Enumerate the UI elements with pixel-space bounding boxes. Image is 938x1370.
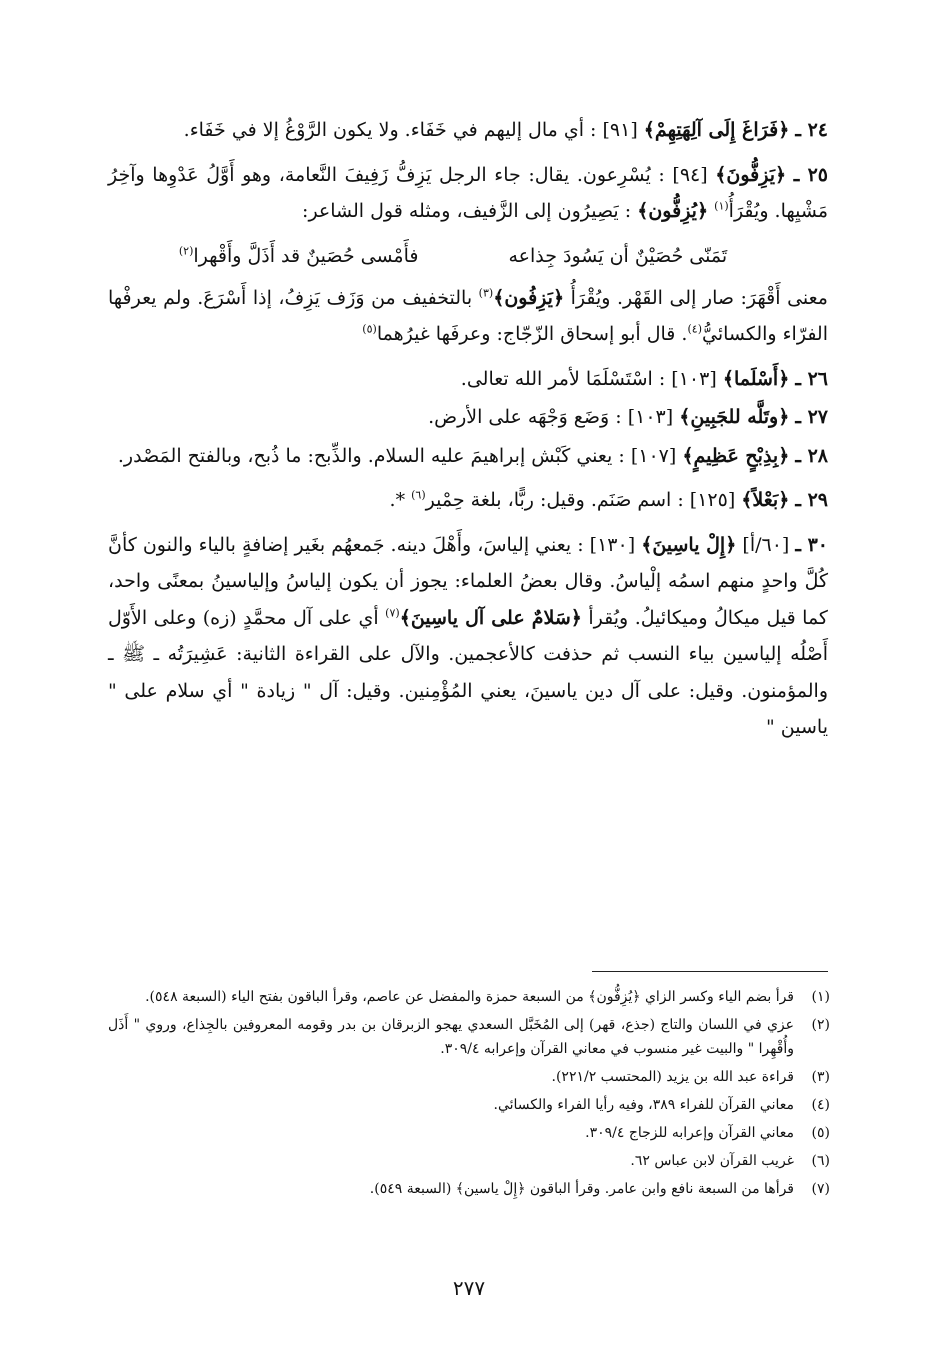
footnote-text: معاني القرآن للفراء ٣٨٩، وفيه رأيا الفراء والكسائي. <box>493 1097 794 1113</box>
verse-second-hemistich: فأَمْسى حُصَينٌ قد أَذَلَّ وأَقْهرا <box>193 244 419 267</box>
verse-reference: [١٠٧] <box>630 444 677 467</box>
entry-25-continued <box>108 280 828 353</box>
entry-29 <box>108 482 828 519</box>
quran-phrase: ﴿إِلْ ياسِينَ﴾ <box>641 533 737 556</box>
verse-reference: [٩١] <box>602 119 638 141</box>
footnote-marker[interactable]: (٢) <box>178 244 194 258</box>
entry-text: : اسم صَنَم. وقيل: ربًّا، بلغة حِمْير <box>425 489 684 511</box>
entry-number: ٢٦ ـ <box>795 367 828 390</box>
entry-number: ٢٥ ـ <box>793 163 828 186</box>
entry-tail: *. <box>389 489 412 511</box>
entry-number: ٣٠ ـ <box>795 533 828 556</box>
footnote-marker[interactable]: (١) <box>714 199 729 213</box>
footnote-number: (٧) <box>811 1181 830 1197</box>
verse-reference: [١٣٠] <box>589 533 636 556</box>
entry-text-continued: أي على آل محمَّدٍ (زه) وعلى الأَوّل أَصْلُه إلياسين بياء النسب ثم حذفت كالأعجمين. والآل على القراءة الثانية: عَشِيرَتُه ـ ﷺ ـ والمؤمنون. وقيل: على آل دين ياسينَ، يعني المُؤْمِنين. وقيل: آل " زيادة " أي سلام على " ياسين " <box>108 606 828 738</box>
entry-number: ٢٧ ـ <box>795 406 828 428</box>
footnote-number: (٤) <box>811 1097 830 1113</box>
footnote-number: (١) <box>811 989 830 1005</box>
footnote-number: (٢) <box>811 1017 830 1033</box>
entry-text-final: . قال أبو إسحاق الزّجّاج: وعرفَها غيرُهما <box>376 323 688 345</box>
quran-phrase: ﴿يَزِفُّونَ﴾ <box>715 163 787 186</box>
footnote-marker[interactable]: (٥) <box>362 322 377 336</box>
entry-27 <box>108 399 828 436</box>
entry-24 <box>108 112 828 149</box>
footnote-number: (٣) <box>811 1069 830 1085</box>
quran-phrase: ﴿فَرَاغَ إِلَى آلِهَتِهِمْ﴾ <box>643 119 790 141</box>
verse-reference: [٩٤] <box>672 163 708 186</box>
entry-text-continued: بالتخفيف من وَزَف يَزِفُ، إذا أَسْرَعَ. ولم يعرفْها الفرّاء والكسائيُّ <box>108 286 828 345</box>
footnote-text: قراءة عبد الله بن يزيد (المحتسب ٢٢١/٢). <box>551 1069 794 1085</box>
folio-marker: [٦٠/أ] <box>742 533 790 556</box>
verse-first-hemistich: تَمَنّى حُصَيْنٌ أن يَسُودَ جِذاعه <box>508 244 728 267</box>
quran-phrase: ﴿بَعْلاً﴾ <box>741 489 790 511</box>
footnote-separator <box>592 971 828 972</box>
footnote-number: (٦) <box>811 1153 830 1169</box>
entry-text: معنى أَقْهَرَ: صار إلى القَهْر. ويُقْرَأُ <box>570 286 828 309</box>
verse-reference: [١٠٣] <box>627 406 674 428</box>
verse-reference: [١٠٣] <box>671 367 717 390</box>
footnote-item <box>108 1177 830 1201</box>
footnote-marker[interactable]: (٦) <box>411 488 426 502</box>
footnote-marker[interactable]: (٣) <box>478 286 494 300</box>
entry-text: : وَضَع وَجْهَه على الأرض. <box>428 406 622 428</box>
entry-text: : يعني إلياسَ، وأَهْلَ دينه. جَمعهُم بغَير إضافةٍ بالياء والنون كأنَّ كُلَّ واحدٍ منهم اسمُه إلْياسُ. وقال بعضُ العلماء: يجوز أن يكون إلياسُ وإلياسينُ بمعنًى واحد، كما قيل ميكالُ وميكائيلُ. ويُقرأ <box>108 533 828 629</box>
poetry-verse <box>108 238 828 274</box>
verse-reference: [١٢٥] <box>689 489 736 511</box>
quran-phrase: ﴿أَسْلَما﴾ <box>722 367 790 390</box>
entry-text-continued: : يَصِيرُون إلى الزَّفيف، ومثله قول الشاعر: <box>302 200 632 222</box>
footnote-text: قرأ بضم الياء وكسر الزاي ﴿يُزِفُّون﴾ من السبعة حمزة والمفضل عن عاصم، وقرأ الباقون بفتح الياء (السبعة ٥٤٨). <box>145 989 794 1005</box>
entry-25 <box>108 157 828 230</box>
page-number: ٢٧٧ <box>452 1276 486 1300</box>
entry-30 <box>108 527 828 746</box>
quran-phrase-variant: ﴿يُزِفُّون﴾ <box>637 200 709 222</box>
entry-number: ٢٩ ـ <box>795 489 828 511</box>
footnote-text: قرأها من السبعة نافع وابن عامر. وقرأ الباقون ﴿إِلْ ياسين﴾ (السبعة ٥٤٩). <box>369 1181 794 1197</box>
footnote-number: (٥) <box>811 1125 830 1141</box>
entry-text: : أي مال إليهم في خَفَاء. ولا يكون الرَّوْغُ إلا في خَفَاء. <box>183 119 597 141</box>
entry-number: ٢٤ ـ <box>795 119 828 141</box>
entry-text: : يُسْرِعون. يقال: جاء الرجل يَزِفُّ زَفِيفَ النَّعامة، وهو أَوَّلُ عَدْوِها وآخِرُ مَشْيِها. ويُقْرَأُ <box>108 163 828 222</box>
entry-26 <box>108 361 828 398</box>
quran-phrase: ﴿وتَلَّه للجَبِينِ﴾ <box>679 406 790 428</box>
entry-28 <box>108 438 828 475</box>
footnotes <box>108 985 830 1205</box>
footnote-text: معاني القرآن وإعرابه للزجاج ٣٠٩/٤. <box>585 1125 794 1141</box>
footnote-text: عزي في اللسان والتاج (جذع، قهر) إلى المُخَبَّل السعدي يهجو الزبرقان بن بدر وقومه المعروفين بالجِذاع، وروي " أَذَل وأُقْهِرا " والبيت غير منسوب في معاني القرآن وإعرابه ٣٠٩/٤. <box>108 1017 794 1057</box>
footnote-item <box>108 1093 830 1117</box>
entry-text: : يعني كَبْش إبراهيمَ عليه السلام. والذِّبح: ما ذُبح، وبالفتح المَصْدر. <box>117 444 625 467</box>
quran-phrase-variant: ﴿سَلامٌ على آل ياسِينَ﴾ <box>399 606 582 629</box>
footnote-text: غريب القرآن لابن عباس ٦٢. <box>630 1153 794 1169</box>
footnote-item <box>108 1013 830 1061</box>
quran-phrase: ﴿يَزِفُون﴾ <box>493 286 565 309</box>
quran-phrase: ﴿بِذِبْحٍ عَظِيمٍ﴾ <box>682 444 790 467</box>
footnote-item <box>108 985 830 1009</box>
entry-text: : اسْتَسْلَمَا لأمر الله تعالى. <box>460 367 666 390</box>
footnote-item <box>108 1121 830 1145</box>
footnote-marker[interactable]: (٧) <box>385 606 400 620</box>
main-text <box>108 112 828 754</box>
footnote-item <box>108 1149 830 1173</box>
footnote-item <box>108 1065 830 1089</box>
entry-number: ٢٨ ـ <box>795 444 828 467</box>
footnote-marker[interactable]: (٤) <box>687 322 702 336</box>
